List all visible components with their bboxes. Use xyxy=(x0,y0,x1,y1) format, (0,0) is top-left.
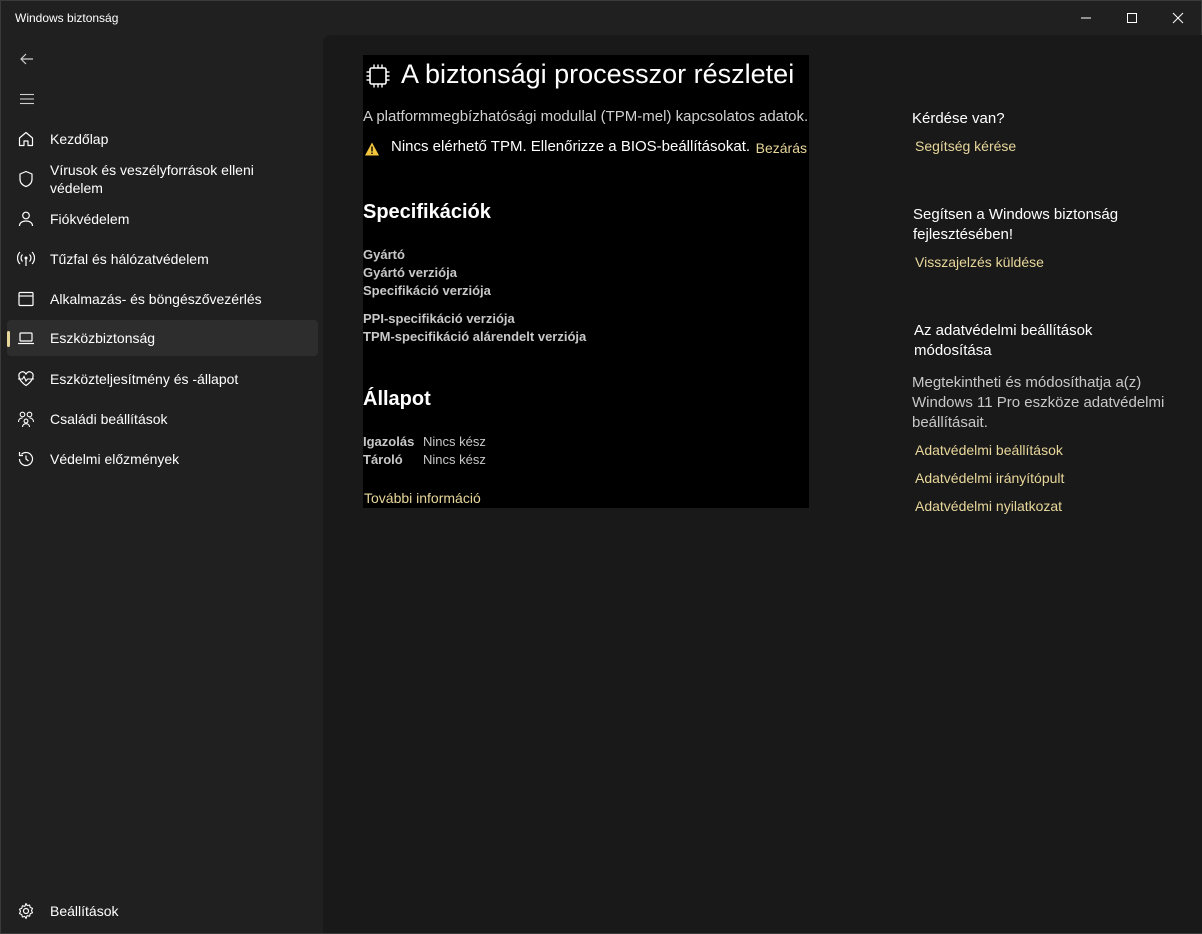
sidebar-item-device-security[interactable] xyxy=(7,320,318,356)
page-title: A biztonsági processzor részletei xyxy=(401,59,795,89)
minimize-button[interactable] xyxy=(1063,1,1109,35)
active-indicator xyxy=(7,331,10,347)
send-feedback-link[interactable]: Visszajelzés küldése xyxy=(915,254,1044,270)
sidebar-item-app-browser-control[interactable] xyxy=(7,281,318,317)
laptop-icon xyxy=(17,329,35,347)
status-storage-value: Nincs kész xyxy=(423,452,486,467)
sidebar-item-label: Alkalmazás- és böngészővezérlés xyxy=(50,291,262,307)
dismiss-warning-link[interactable]: Bezárás xyxy=(755,140,807,156)
status-storage-label: Tároló xyxy=(363,452,403,467)
person-icon xyxy=(17,210,35,228)
spec-manufacturer: Gyártó xyxy=(363,247,405,262)
help-heading: Kérdése van? xyxy=(912,110,1005,127)
title-bar xyxy=(1,1,1201,35)
close-window-button[interactable] xyxy=(1155,1,1201,35)
heart-pulse-icon xyxy=(17,370,35,388)
status-attestation-label: Igazolás xyxy=(363,434,415,449)
status-attestation-value: Nincs kész xyxy=(423,434,486,449)
privacy-description: Megtekintheti és módosíthatja a(z) Windows 11 Pro eszköze adatvédelmi beállításait. xyxy=(912,374,1165,431)
shield-icon xyxy=(17,170,35,188)
sidebar-item-firewall[interactable] xyxy=(7,241,318,277)
wireless-icon xyxy=(17,250,35,268)
get-help-link[interactable]: Segítség kérése xyxy=(915,138,1017,154)
maximize-button[interactable] xyxy=(1109,1,1155,35)
spec-manufacturer-version: Gyártó verziója xyxy=(363,265,457,280)
app-title: Windows biztonság xyxy=(15,11,119,25)
spec-ppi-version: PPI-specifikáció verziója xyxy=(363,311,515,326)
page-subtitle: A platformmegbízhatósági modullal (TPM-mel) kapcsolatos adatok. xyxy=(363,108,809,125)
sidebar-item-label: Eszközteljesítmény és -állapot xyxy=(50,371,239,387)
sidebar-item-label: Beállítások xyxy=(50,903,119,919)
minimize-icon xyxy=(1080,12,1092,24)
privacy-heading: Az adatvédelmi beállítások módosítása xyxy=(914,322,1093,359)
sidebar-item-label: Családi beállítások xyxy=(50,411,168,427)
family-icon xyxy=(17,410,35,428)
privacy-statement-link[interactable]: Adatvédelmi nyilatkozat xyxy=(915,498,1063,514)
sidebar-item-account-protection[interactable] xyxy=(7,201,318,237)
status-heading: Állapot xyxy=(363,388,431,410)
sidebar-item-protection-history[interactable] xyxy=(7,441,318,477)
back-arrow-icon xyxy=(19,51,35,67)
sidebar-item-label: Vírusok és veszélyforrások elleni védelem xyxy=(50,162,254,196)
warning-icon xyxy=(364,141,380,157)
sidebar-item-label: Eszközbiztonság xyxy=(50,330,156,346)
warning-message: Nincs elérhető TPM. Ellenőrizze a BIOS-beállításokat. xyxy=(391,138,751,155)
privacy-settings-link[interactable]: Adatvédelmi beállítások xyxy=(915,442,1063,458)
spec-tpm-subversion: TPM-specifikáció alárendelt verziója xyxy=(363,329,587,344)
sidebar-item-settings[interactable] xyxy=(7,893,318,929)
sidebar xyxy=(1,35,323,933)
maximize-icon xyxy=(1126,12,1138,24)
hamburger-menu-button[interactable] xyxy=(9,81,45,117)
sidebar-item-family-options[interactable] xyxy=(7,401,318,437)
sidebar-item-virus-protection[interactable] xyxy=(7,159,318,199)
sidebar-item-label: Védelmi előzmények xyxy=(50,451,180,467)
app-browser-icon xyxy=(17,290,35,308)
sidebar-item-device-performance[interactable] xyxy=(7,361,318,397)
more-info-link[interactable]: További információ xyxy=(364,490,481,506)
home-icon xyxy=(17,130,35,148)
sidebar-item-home[interactable] xyxy=(7,121,318,157)
gear-icon xyxy=(17,902,35,920)
close-icon xyxy=(1172,12,1184,24)
specs-heading: Specifikációk xyxy=(363,201,491,223)
privacy-dashboard-link[interactable]: Adatvédelmi irányítópult xyxy=(915,470,1065,486)
hamburger-icon xyxy=(19,91,35,107)
history-icon xyxy=(17,450,35,468)
sidebar-item-label: Tűzfal és hálózatvédelem xyxy=(50,251,209,267)
processor-chip-icon xyxy=(365,63,391,89)
tpm-details-panel xyxy=(363,55,809,508)
spec-specification-version: Specifikáció verziója xyxy=(363,283,491,298)
sidebar-item-label: Fiókvédelem xyxy=(50,211,130,227)
sidebar-item-label: Kezdőlap xyxy=(50,131,109,147)
content-area xyxy=(323,35,1202,933)
back-button[interactable] xyxy=(9,41,45,77)
feedback-heading: Segítsen a Windows biztonság fejlesztésében! xyxy=(913,206,1119,243)
